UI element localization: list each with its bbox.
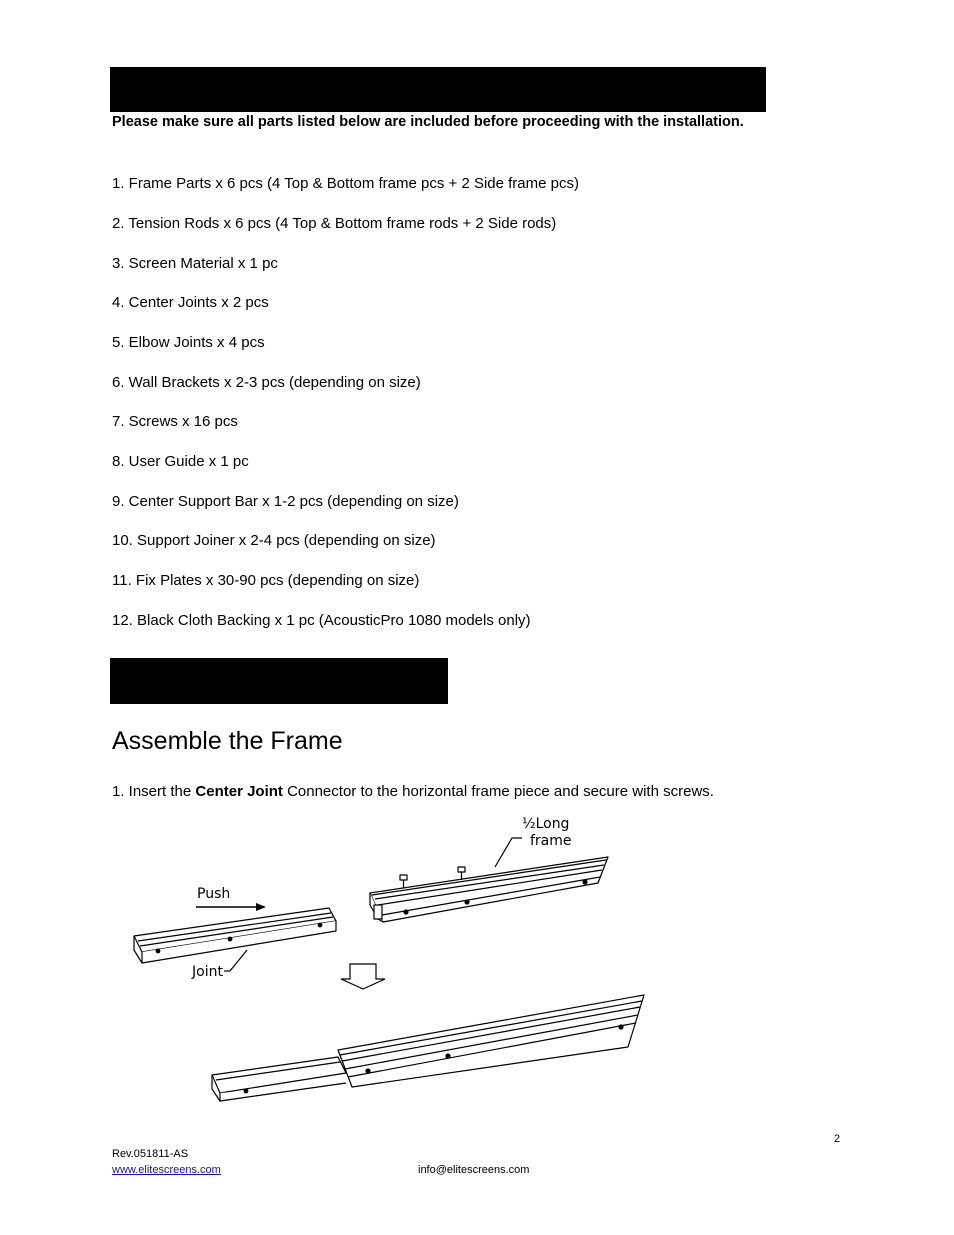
step-1-suffix: Connector to the horizontal frame piece and secure with screws. bbox=[282, 783, 714, 800]
list-item: 11. Fix Plates x 30-90 pcs (depending on size) bbox=[112, 572, 420, 589]
section-title: Assemble the Frame bbox=[112, 727, 343, 755]
push-arrow-icon bbox=[196, 903, 266, 911]
list-item: 1. Frame Parts x 6 pcs (4 Top & Bottom frame pcs + 2 Side frame pcs) bbox=[112, 175, 579, 192]
header-bar-installation bbox=[110, 658, 448, 704]
long-frame-label-1: ½Long bbox=[522, 816, 570, 832]
list-item: 2. Tension Rods x 6 pcs (4 Top & Bottom frame rods + 2 Side rods) bbox=[112, 215, 557, 232]
joint-part bbox=[134, 908, 336, 963]
joint-label: Joint bbox=[192, 964, 223, 980]
long-frame-label-2: frame bbox=[530, 833, 572, 849]
down-arrow-icon bbox=[341, 964, 385, 989]
step-1-prefix: 1. Insert the bbox=[112, 783, 196, 800]
step-1-bold: Center Joint bbox=[195, 783, 283, 800]
list-item: 9. Center Support Bar x 1-2 pcs (depending on size) bbox=[112, 493, 459, 510]
header-bar-parts bbox=[110, 67, 766, 112]
list-item: 4. Center Joints x 2 pcs bbox=[112, 294, 269, 311]
list-item: 12. Black Cloth Backing x 1 pc (AcousticPro 1080 models only) bbox=[112, 612, 531, 629]
list-item: 7. Screws x 16 pcs bbox=[112, 413, 238, 430]
page-number: 2 bbox=[834, 1133, 841, 1145]
push-label: Push bbox=[197, 886, 231, 902]
list-item: 6. Wall Brackets x 2-3 pcs (depending on size) bbox=[112, 374, 421, 391]
assembled-frame bbox=[212, 995, 644, 1101]
list-item: 5. Elbow Joints x 4 pcs bbox=[112, 334, 265, 351]
list-item: 3. Screen Material x 1 pc bbox=[112, 255, 278, 272]
center-joint-diagram bbox=[120, 805, 660, 1105]
list-item: 8. User Guide x 1 pc bbox=[112, 453, 249, 470]
screw-icon bbox=[400, 875, 407, 888]
parts-notice: Please make sure all parts listed below are included before proceeding with the installation. bbox=[112, 114, 744, 130]
website-link[interactable]: www.elitescreens.com bbox=[112, 1164, 221, 1176]
screw-icon bbox=[458, 867, 465, 880]
list-item: 10. Support Joiner x 2-4 pcs (depending on size) bbox=[112, 532, 436, 549]
email-address: info@elitescreens.com bbox=[418, 1164, 530, 1176]
long-frame-part bbox=[370, 857, 608, 922]
step-1-text bbox=[112, 783, 714, 800]
revision-label: Rev.051811-AS bbox=[112, 1148, 189, 1160]
